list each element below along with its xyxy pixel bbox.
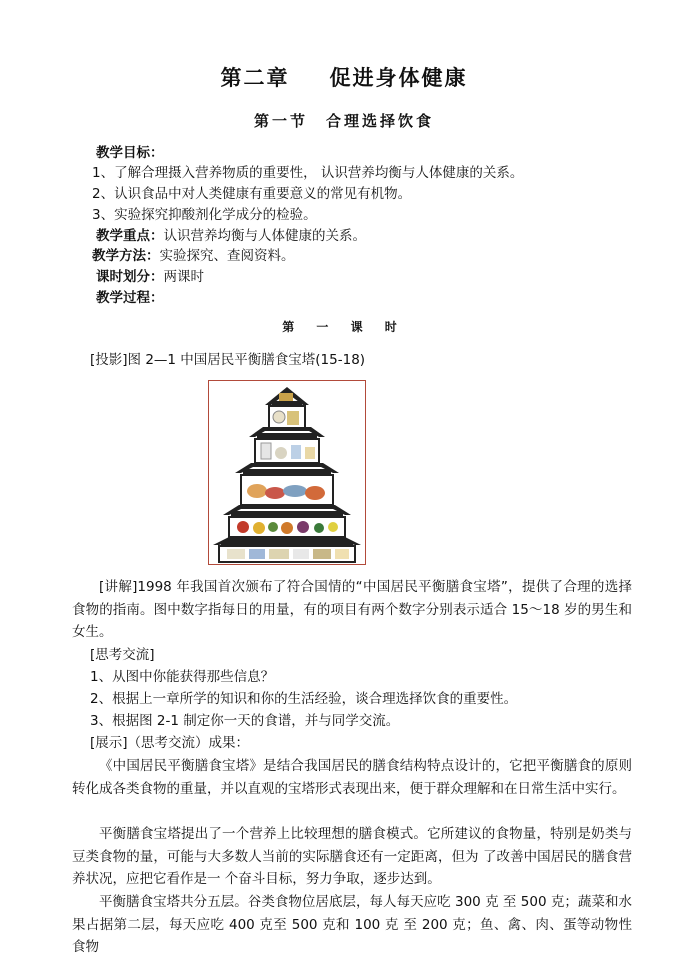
paragraph-3: 平衡膳食宝塔共分五层。谷类食物位居底层，每人每天应吃 300 克 至 500 克；蔬菜和水果占据第二层，每天应吃 400 克至 500 克和 100 克 至 200 克；鱼、禽、肉、蛋等动物性食物 [72,894,632,955]
objective-item-2: 2、认识食品中对人类健康有重要意义的常见有机物。 [92,186,412,202]
key-points-value: 认识营养均衡与人体健康的关系。 [163,228,366,244]
projection-caption: [投影]图 2—1 中国居民平衡膳食宝塔(15-18) [90,352,366,368]
key-points-row [96,225,366,247]
section-name: 合理选择饮食 [326,112,435,130]
chapter-title [0,62,688,92]
chapter-name: 促进身体健康 [329,65,468,90]
schedule-row [96,266,204,288]
discussion-item-2: 2、根据上一章所学的知识和你的生活经验，谈合理选择饮食的重要性。 [90,691,518,707]
key-points-label: 教学重点： [96,228,164,244]
discussion-label: [思考交流] [90,647,155,663]
food-pyramid-image [208,380,366,565]
discussion-item-3: 3、根据图 2-1 制定你一天的食谱，并与同学交流。 [90,713,400,729]
results-label: [展示]（思考交流）成果： [90,735,250,751]
methods-label: 教学方法： [92,248,160,264]
chapter-number: 第二章 [220,65,290,90]
section-number: 第一节 [253,112,308,130]
discussion-item-1: 1、从图中你能获得那些信息？ [90,669,275,685]
section-title [0,110,688,131]
methods-row [92,245,295,267]
paragraph-2: 平衡膳食宝塔提出了一个营养上比较理想的膳食模式。它所建议的食物量，特别是奶类与豆类食物的量，可能与大多数人当前的实际膳食还有一定距离，但为 了改善中国居民的膳食营养状况，应把它看作是一 个奋斗目标，努力争取，逐步达到。 [72,826,632,887]
objectives-label: 教学目标： [96,145,164,161]
objective-item-3: 3、实验探究抑酸剂化学成分的检验。 [92,207,317,223]
process-label: 教学过程： [96,290,164,306]
schedule-label: 课时划分： [96,269,164,285]
schedule-value: 两课时 [163,269,204,285]
methods-value: 实验探究、查阅资料。 [159,248,295,264]
explanation-paragraph: [讲解]1998 年我国首次颁布了符合国情的“中国居民平衡膳食宝塔”，提供了合理的选择食物的指南。图中数字指每日的用量，有的项目有两个数字分别表示适合 15～18 岁的男生和女生。 [72,579,632,640]
food-pyramid-drawing [209,381,365,564]
objective-item-1: 1、了解合理摄入营养物质的重要性， 认识营养均衡与人体健康的关系。 [92,165,524,181]
lesson-heading: 第 一 课 时 [282,320,406,334]
paragraph-1: 《中国居民平衡膳食宝塔》是结合我国居民的膳食结构特点设计的，它把平衡膳食的原则转化成各类食物的重量，并以直观的宝塔形式表现出来，便于群众理解和在日常生活中实行。 [72,758,632,797]
